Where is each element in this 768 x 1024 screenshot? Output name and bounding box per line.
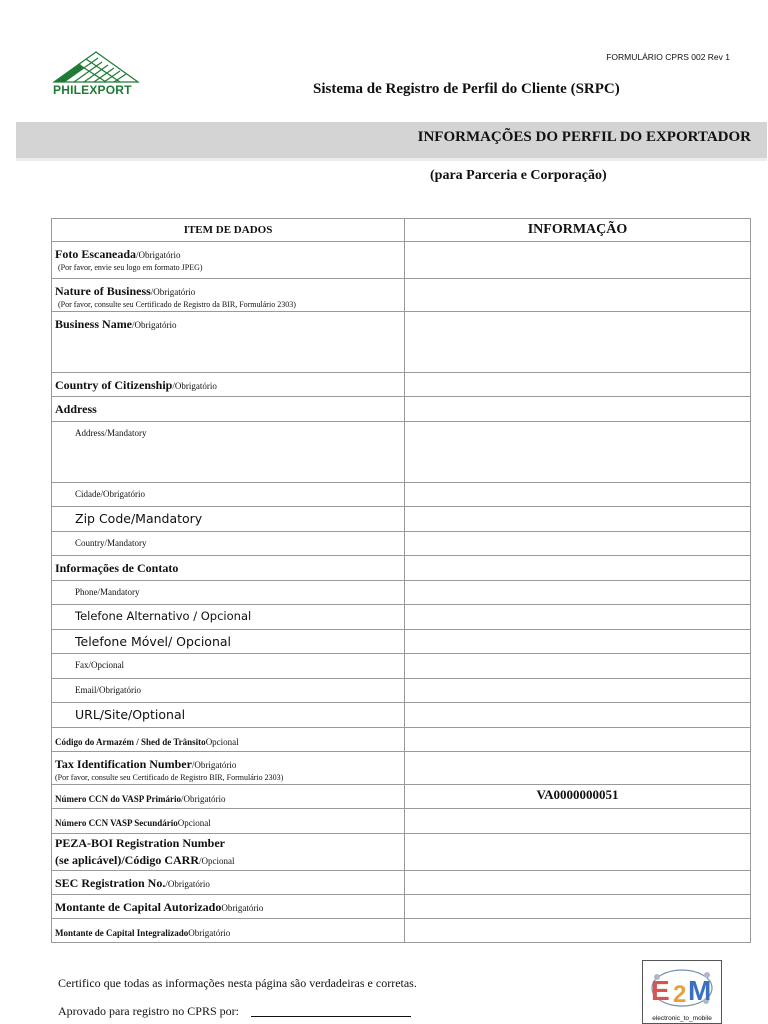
svg-text:E: E <box>651 975 670 1006</box>
table-header-row <box>52 219 751 242</box>
value-address <box>405 397 751 422</box>
req-foto: /Obrigatório <box>136 250 181 260</box>
label-business-name: Business Name <box>55 317 133 331</box>
note-tin: (Por favor, consulte seu Certificado de Registro BIR, Formulário 2303) <box>55 773 284 783</box>
label-address: Address <box>55 402 97 416</box>
value-cidade[interactable] <box>405 483 751 507</box>
table-row <box>52 605 751 630</box>
row-label-capital-autorizado <box>52 895 405 919</box>
table-row <box>52 703 751 728</box>
label-phone: Phone/Mandatory <box>52 581 405 605</box>
label-country: Country/Mandatory <box>52 532 405 556</box>
table-row <box>52 507 751 532</box>
row-label-peza <box>52 834 405 871</box>
value-fax[interactable] <box>405 654 751 679</box>
table-row <box>52 483 751 507</box>
req-peza: /Opcional <box>199 855 235 866</box>
label-citizenship: Country of Citizenship <box>55 378 173 392</box>
e2m-logo-icon <box>643 961 721 1013</box>
req-ccn-primario: /Obrigatório <box>181 794 226 804</box>
row-label-ccn-primario <box>52 785 405 809</box>
approved-by <box>58 1004 411 1019</box>
table-row <box>52 752 751 785</box>
req-armazem: Opcional <box>205 737 239 747</box>
table-row <box>52 242 751 279</box>
logo-text: PHILEXPORT <box>53 83 132 97</box>
note-foto: (Por favor, envie seu logo em formato JPEG) <box>58 263 203 273</box>
req-nature: /Obrigatório <box>150 287 196 297</box>
row-label-nature <box>52 279 405 312</box>
table-row <box>52 871 751 895</box>
value-tin[interactable] <box>405 752 751 785</box>
banner-title: INFORMAÇÕES DO PERFIL DO EXPORTADOR <box>417 129 751 145</box>
col-header-item: ITEM DE DADOS <box>52 219 405 242</box>
page-subtitle: (para Parceria e Corporação) <box>430 168 607 183</box>
row-label-tin <box>52 752 405 785</box>
value-country[interactable] <box>405 532 751 556</box>
value-email[interactable] <box>405 679 751 703</box>
label-peza-line2: (se aplicável)/Código CARR <box>55 852 199 867</box>
philexport-logo <box>50 50 142 100</box>
section-banner <box>16 122 767 161</box>
e2m-caption: electronic_to_mobile <box>652 1015 712 1022</box>
value-ccn-primario[interactable]: VA0000000051 <box>405 785 751 809</box>
signature-line[interactable] <box>251 1016 411 1017</box>
table-row <box>52 809 751 834</box>
row-label-armazem <box>52 728 405 752</box>
philexport-logo-icon <box>50 50 142 84</box>
label-tel-alt: Telefone Alternativo / Opcional <box>52 605 405 630</box>
req-sec: /Obrigatório <box>165 879 210 889</box>
system-title: Sistema de Registro de Perfil do Cliente (SRPC) <box>313 81 620 97</box>
table-row <box>52 728 751 752</box>
value-zip[interactable] <box>405 507 751 532</box>
table-row <box>52 654 751 679</box>
value-url[interactable] <box>405 703 751 728</box>
note-nature: (Por favor, consulte seu Certificado de Registro da BIR, Formulário 2303) <box>58 300 296 310</box>
label-armazem: Código do Armazém / Shed de Trânsito <box>55 737 206 747</box>
value-ccn-secundario[interactable] <box>405 809 751 834</box>
req-ccn-secundario: Opcional <box>177 818 211 828</box>
value-sec[interactable] <box>405 871 751 895</box>
label-tin: Tax Identification Number <box>55 757 192 771</box>
value-tel-alt[interactable] <box>405 605 751 630</box>
svg-text:M: M <box>688 975 712 1006</box>
row-label-address <box>52 397 405 422</box>
table-row <box>52 630 751 654</box>
label-capital-integralizado: Montante de Capital Integralizado <box>55 928 189 938</box>
value-nature[interactable] <box>405 279 751 312</box>
value-phone[interactable] <box>405 581 751 605</box>
row-label-foto <box>52 242 405 279</box>
table-row <box>52 312 751 373</box>
label-foto: Foto Escaneada <box>55 247 136 261</box>
label-fax: Fax/Opcional <box>52 654 405 679</box>
form-code: FORMULÁRIO CPRS 002 Rev 1 <box>606 52 730 62</box>
value-capital-autorizado[interactable] <box>405 895 751 919</box>
label-nature: Nature of Business <box>55 284 151 298</box>
table-row <box>52 581 751 605</box>
value-citizenship[interactable] <box>405 373 751 397</box>
req-capital-integralizado: Obrigatório <box>188 928 231 938</box>
label-url: URL/Site/Optional <box>52 703 405 728</box>
table-row <box>52 919 751 943</box>
value-address-line[interactable] <box>405 422 751 483</box>
label-cidade: Cidade/Obrigatório <box>52 483 405 507</box>
value-peza[interactable] <box>405 834 751 871</box>
svg-text:2: 2 <box>673 981 687 1008</box>
e2m-badge <box>642 960 722 1024</box>
value-foto[interactable] <box>405 242 751 279</box>
req-business-name: /Obrigatório <box>132 320 177 330</box>
value-business-name[interactable] <box>405 312 751 373</box>
value-contato <box>405 556 751 581</box>
table-row <box>52 785 751 809</box>
req-tin: /Obrigatório <box>191 760 237 770</box>
table-row <box>52 279 751 312</box>
approved-label: Aprovado para registro no CPRS por: <box>58 1004 239 1018</box>
table-row <box>52 556 751 581</box>
label-ccn-primario: Número CCN do VASP Primário <box>55 794 181 804</box>
label-capital-autorizado: Montante de Capital Autorizado <box>55 900 222 914</box>
table-row <box>52 895 751 919</box>
table-row <box>52 422 751 483</box>
value-tel-movel[interactable] <box>405 630 751 654</box>
row-label-sec <box>52 871 405 895</box>
value-capital-integralizado[interactable] <box>405 919 751 943</box>
label-tel-movel: Telefone Móvel/ Opcional <box>52 630 405 654</box>
label-contato: Informações de Contato <box>55 561 179 575</box>
table-row <box>52 834 751 871</box>
row-label-citizenship <box>52 373 405 397</box>
label-peza-line1: PEZA-BOI Registration Number <box>55 836 225 850</box>
label-ccn-secundario: Número CCN VASP Secundário <box>55 818 178 828</box>
label-email: Email/Obrigatório <box>52 679 405 703</box>
certify-statement: Certifico que todas as informações nesta página são verdadeiras e corretas. <box>58 976 417 990</box>
row-label-contato <box>52 556 405 581</box>
label-sec: SEC Registration No. <box>55 876 166 890</box>
label-zip: Zip Code/Mandatory <box>52 507 405 532</box>
value-armazem[interactable] <box>405 728 751 752</box>
col-header-info: INFORMAÇÃO <box>405 219 751 242</box>
table-row <box>52 679 751 703</box>
row-label-business-name <box>52 312 405 373</box>
row-label-capital-integralizado <box>52 919 405 943</box>
table-row <box>52 373 751 397</box>
req-capital-autorizado: Obrigatório <box>221 903 264 913</box>
table-row <box>52 397 751 422</box>
row-label-ccn-secundario <box>52 809 405 834</box>
label-address-line: Address/Mandatory <box>52 422 405 483</box>
req-citizenship: /Obrigatório <box>172 381 217 391</box>
profile-table <box>51 218 751 943</box>
table-row <box>52 532 751 556</box>
